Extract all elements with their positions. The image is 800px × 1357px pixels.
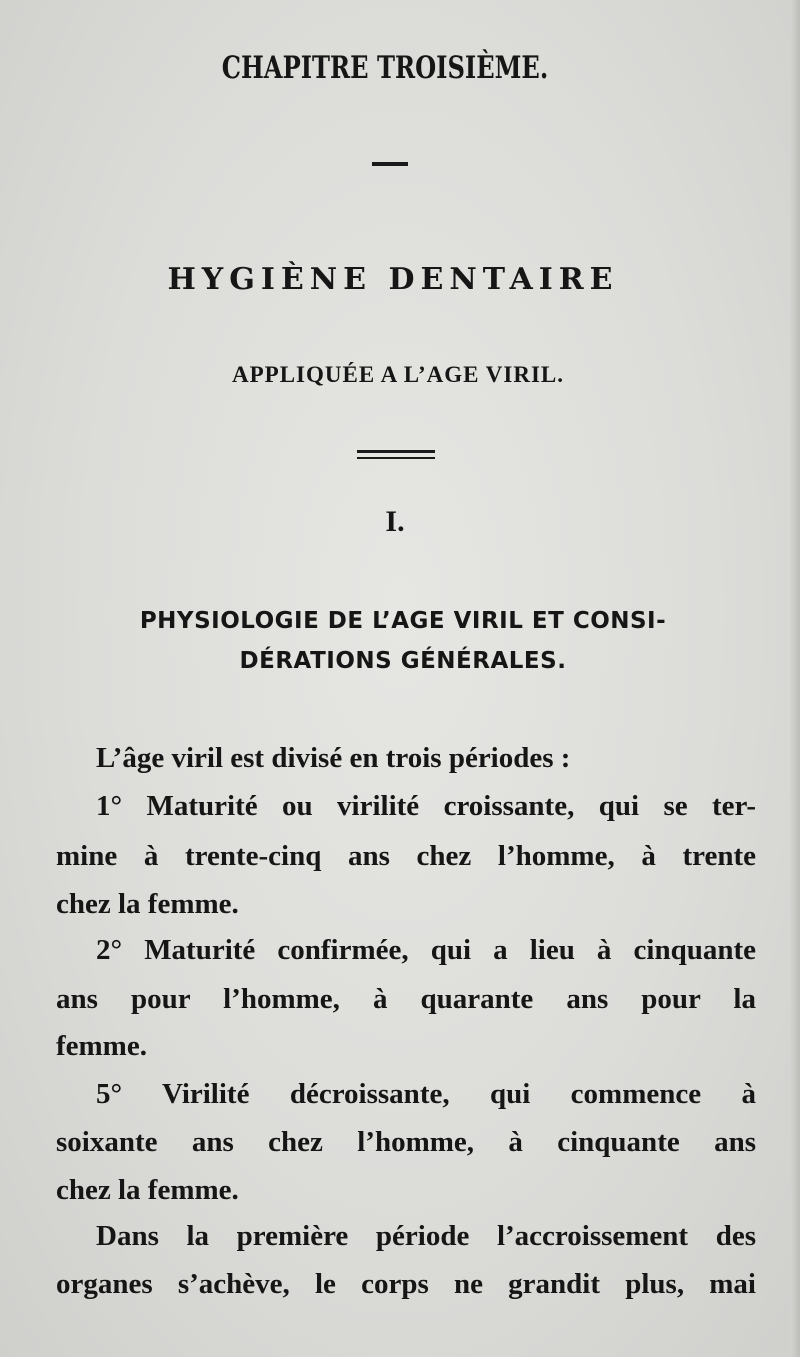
body-text-line: 2° Maturité confirmée, qui a lieu à cinquante bbox=[96, 934, 756, 966]
subsection-heading-line: DÉRATIONS GÉNÉRALES. bbox=[239, 648, 567, 674]
body-text-line: mine à trente-cinq ans chez l’homme, à trente bbox=[56, 840, 756, 872]
ornamental-dash bbox=[372, 162, 408, 166]
body-text-line: organes s’achève, le corps ne grandit plus, mai bbox=[56, 1268, 756, 1300]
body-text-line: femme. bbox=[56, 1030, 147, 1062]
body-text-line: 1° Maturité ou virilité croissante, qui se ter- bbox=[96, 790, 756, 822]
body-text-line: Dans la première période l’accroissement des bbox=[96, 1220, 756, 1252]
double-rule-divider bbox=[357, 450, 435, 459]
body-text-line: soixante ans chez l’homme, à cinquante ans bbox=[56, 1126, 756, 1158]
section-subtitle: APPLIQUÉE A L’AGE VIRIL. bbox=[231, 362, 565, 387]
chapter-title: CHAPITRE TROISIÈME. bbox=[221, 50, 549, 86]
body-text-line: chez la femme. bbox=[56, 888, 239, 920]
body-text-line: ans pour l’homme, à quarante ans pour la bbox=[56, 983, 756, 1015]
body-text-line: 5° Virilité décroissante, qui commence à bbox=[96, 1078, 756, 1110]
section-number: I. bbox=[385, 505, 405, 538]
page-edge bbox=[790, 0, 800, 1357]
body-text-line: chez la femme. bbox=[56, 1174, 239, 1206]
section-title: HYGIÈNE DENTAIRE bbox=[167, 262, 619, 297]
body-text-line: L’âge viril est divisé en trois périodes : bbox=[96, 742, 571, 774]
subsection-heading-line: PHYSIOLOGIE DE L’AGE VIRIL ET CONSI- bbox=[139, 608, 667, 634]
